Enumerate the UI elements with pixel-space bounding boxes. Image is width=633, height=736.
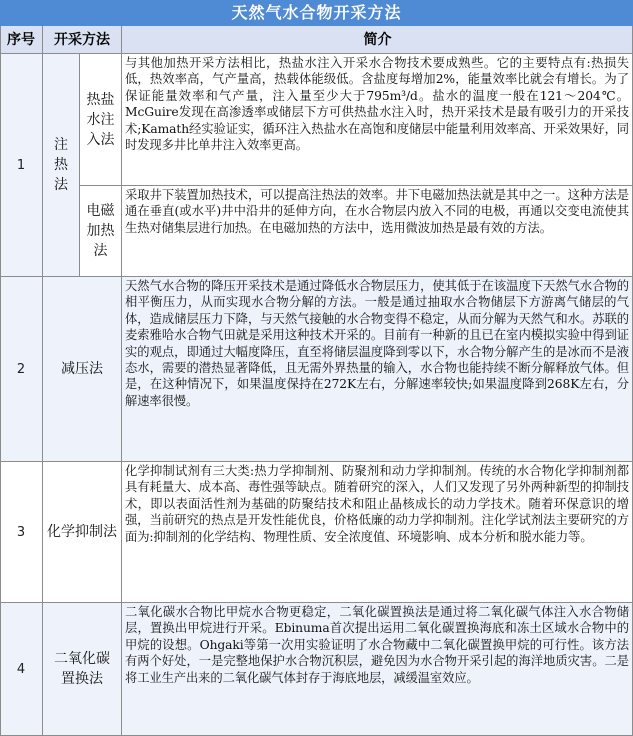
row-1-method [43,54,80,277]
header-divider-2 [121,26,122,54]
row-4-method [43,603,122,736]
header-method: 开采方法 [43,26,121,54]
row-1b-method-label: 电磁加热法 [86,203,115,259]
table-title: 天然气水合物开采方法 [0,0,633,26]
row-2-desc: 天然气水合物的降压开采技术是通过降低水合物层压力，使其低于在该温度下天然气水合物的相平衡压力，从而实现水合物分解的方法。一般是通过抽取水合物储层下方游离气储层的气体，造成储层压力下降，与天然气接触的水合物变得不稳定，从而分解为天然气和水。苏联的麦索雅哈水合物气田就是采用这种技术开采的。目前有一种新的且已在室内模拟实验中得到证实的观点，即通过大幅度降压，直至将储层温度降到零以下，水合物分解产生的是冰而不是液态水，需要的潜热显著降低，且无需外界热量的输入，水合物也能持续不断分解释放气体。但是，在这种情况下，如果温度保持在272K左右，分解速率较快;如果温度降到268K左右，分解速率很慢。 [122,277,633,462]
row-4-method-label: 二氧化碳置换法 [54,651,110,687]
row-1b-method [80,186,122,277]
border-left [0,26,1,736]
row-2-method: 减压法 [43,277,122,462]
row-3-desc: 化学抑制试剂有三大类:热力学抑制剂、防聚剂和动力学抑制剂。传统的水合物化学抑制剂都具有耗量大、成本高、毒性强等缺点。随着研究的深入，人们又发现了另外两种新型的抑制技术，即以表面活性剂为基础的防聚结技术和阻止晶核成长的动力学技术。随着环保意识的增强，当前研究的热点是开发性能优良，价格低廉的动力学抑制剂。注化学试剂法主要研究的方面为:抑制剂的化学结构、物理性质、安全浓度值、环境影响、成本分析和脱水能力等。 [122,462,633,603]
row-1b-desc: 采取井下装置加热技术，可以提高注热法的效率。井下电磁加热法就是其中之一。这种方法是通在垂直(或水平)井中沿井的延伸方向，在水合物层内放入不同的电极，再通以交变电流使其生热对储集层进行加热。在电磁加热的方法中，选用微波加热是最有效的方法。 [122,186,633,277]
row-4-num: 4 [0,603,43,736]
header-divider-1 [42,26,43,54]
header-bottom-border [0,53,633,54]
header-desc: 简介 [122,26,633,54]
row-3-num: 3 [0,462,43,603]
row-4-desc: 二氧化碳水合物比甲烷水合物更稳定，二氧化碳置换法是通过将二氧化碳气体注入水合物储层，置换出甲烷进行开采。Ebinuma首次提出运用二氧化碳置换海底和冻土区域水合物中的甲烷的设想。Ohgaki等第一次用实验证明了水合物藏中二氧化碳置换甲烷的可行性。该方法有两个好处，一是完整地保护水合物沉积层，避免因为水合物开采引起的海洋地质灾害。二是将工业生产出来的二氧化碳气体封存于海底地层，减缓温室效应。 [122,603,633,736]
row-1-method-label: 注热法 [54,137,68,193]
header-num: 序号 [0,26,42,54]
row-1a-method-label: 热盐水注入法 [86,91,115,148]
row-1a-method [80,54,122,186]
row-1a-desc: 与其他加热开采方法相比，热盐水注入开采水合物技术要成熟些。它的主要特点有:热损失低，热效率高，气产量高，热载体能级低。含盐度每增加2%，能量效率比就会有增长。为了保证能量效率和气产量，注入量至少大于795m³/d。盐水的温度一般在121～204℃。McGuire发现在高渗透率或储层下方可供热盐水注入时，热开采技术是最有吸引力的开采技术;Kamath经实验证实，循环注入热盐水在高饱和度储层中能量利用效率高、开采效果好，同时发现多井比单井注入效率更高。 [122,54,633,186]
row-2-num: 2 [0,277,43,462]
row-3-method: 化学抑制法 [43,462,122,603]
row-1-num: 1 [0,54,43,277]
